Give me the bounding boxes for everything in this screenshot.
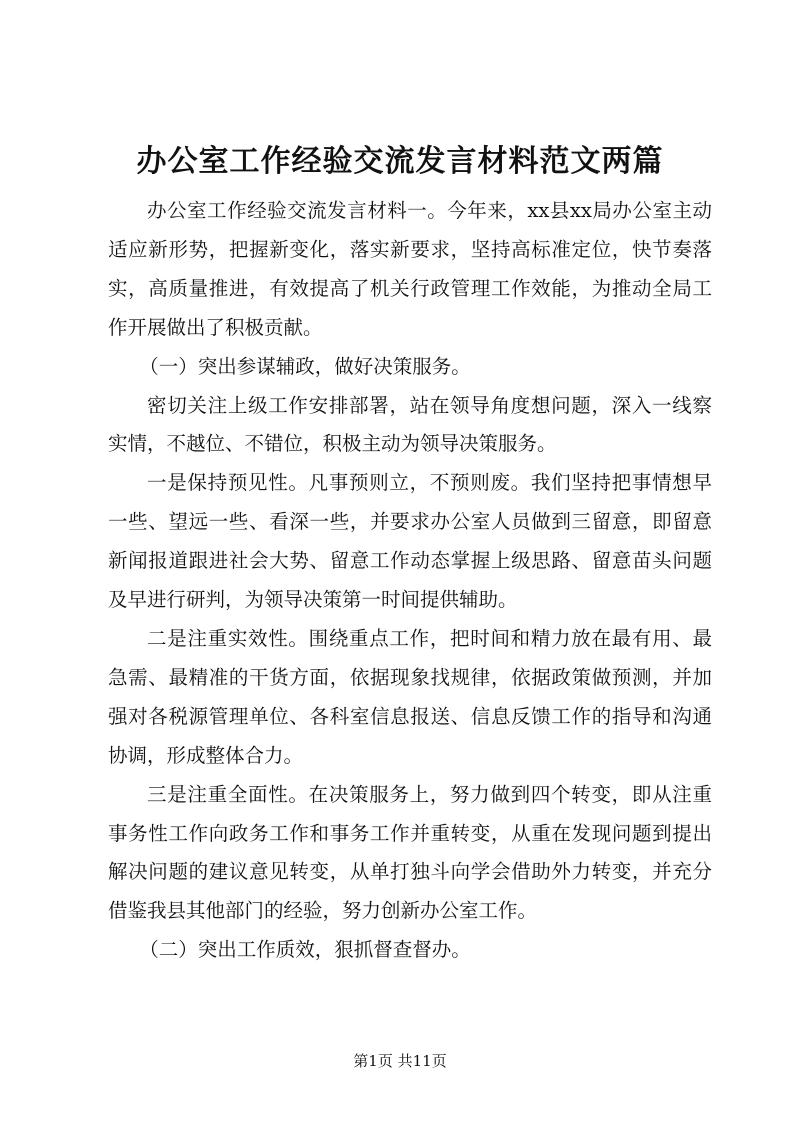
body-paragraph: 一是保持预见性。凡事预则立，不预则废。我们坚持把事情想早一些、望远一些、看深一些，并要求办公室人员做到三留意，即留意新闻报道跟进社会大势、留意工作动态掌握上级思路、留意苗头问题及早进行研判，为领导决策第一时间提供辅助。 [108, 471, 712, 612]
section-heading-2: （二）突出工作质效，狠抓督查督办。 [139, 938, 471, 962]
intro-paragraph: 办公室工作经验交流发言材料一。今年来，xx县xx局办公室主动适应新形势，把握新变化，落实新要求，坚持高标准定位，快节奏落实，高质量推进，有效提高了机关行政管理工作效能，为推动全局工作开展做出了积极贡献。 [108, 199, 712, 339]
document-body [108, 192, 712, 970]
body-paragraph: 二是注重实效性。围绕重点工作，把时间和精力放在最有用、最急需、最精准的干货方面，依据现象找规律，依据政策做预测，并加强对各税源管理单位、各科室信息报送、信息反馈工作的指导和沟通协调，形成整体合力。 [108, 626, 712, 767]
body-paragraph: 密切关注上级工作安排部署，站在领导角度想问题，深入一线察实情，不越位、不错位，积极主动为领导决策服务。 [108, 393, 712, 456]
section-heading-1: （一）突出参谋辅政，做好决策服务。 [139, 354, 471, 378]
page-number-footer: 第1页 共11页 [353, 1052, 447, 1070]
body-paragraph: 三是注重全面性。在决策服务上，努力做到四个转变，即从注重事务性工作向政务工作和事务工作并重转变，从重在发现问题到提出解决问题的建议意见转变，从单打独斗向学会借助外力转变，并充分借鉴我县其他部门的经验，努力创新办公室工作。 [108, 782, 712, 923]
document-title: 办公室工作经验交流发言材料范文两篇 [136, 144, 664, 179]
